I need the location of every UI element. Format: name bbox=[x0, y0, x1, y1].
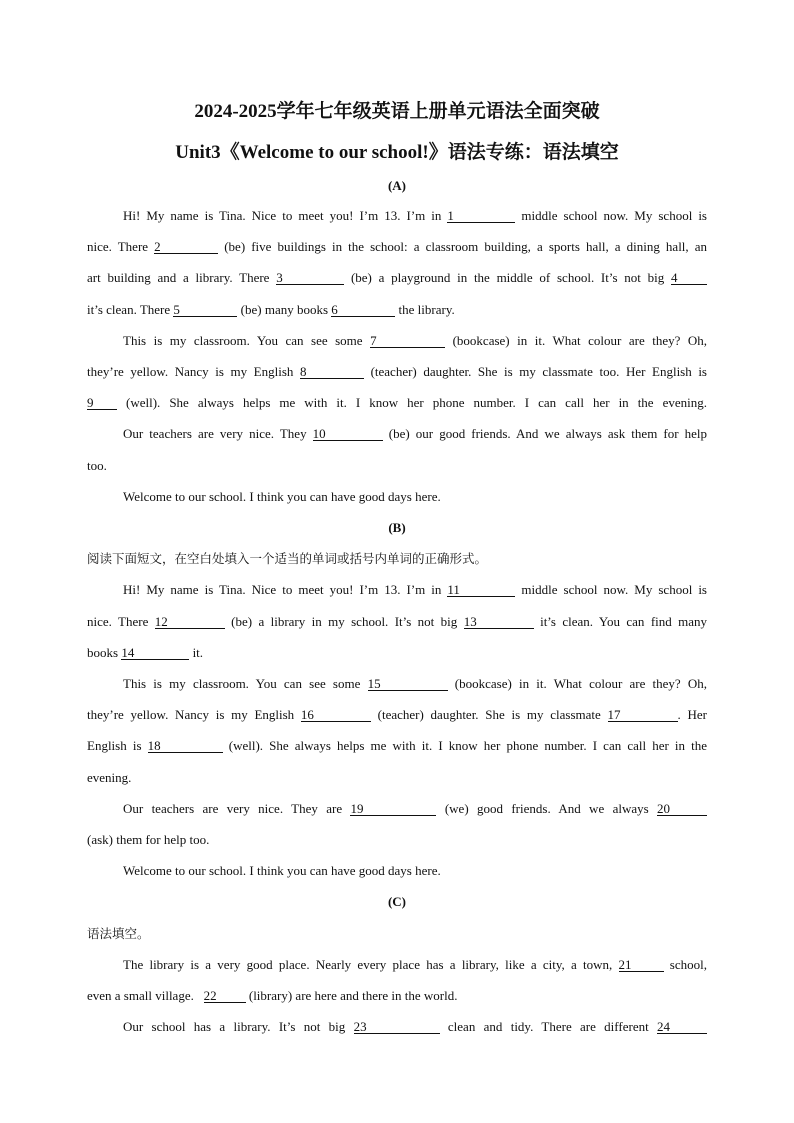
section-b-instructions: 阅读下面短文，在空白处填入一个适当的单词或括号内单词的正确形式。 bbox=[87, 551, 488, 566]
passage-b-line: This is my classroom. You can see some 15 (bookcase) in it. What colour are they? Oh, bbox=[123, 676, 708, 691]
passage-c-line: Our school has a library. It’s not big 23 clean and tidy. There are different 24 bbox=[123, 1019, 707, 1035]
answer-blank-18[interactable]: 18 bbox=[148, 739, 223, 753]
passage-b-line: books 14 it. bbox=[87, 645, 204, 660]
answer-blank-9[interactable]: 9 bbox=[87, 396, 117, 410]
answer-blank-6[interactable]: 6 bbox=[331, 303, 395, 317]
passage-a-line: Our teachers are very nice. They 10 (be) our good friends. And we always ask them for help bbox=[123, 426, 708, 441]
answer-blank-15[interactable]: 15 bbox=[368, 677, 448, 691]
passage-a-line: they’re yellow. Nancy is my English 8 (teacher) daughter. She is my classmate too. Her English is bbox=[87, 364, 707, 379]
answer-blank-17[interactable]: 17 bbox=[608, 708, 678, 722]
answer-blank-7[interactable]: 7 bbox=[370, 334, 445, 348]
worksheet-title: 2024-2025学年七年级英语上册单元语法全面突破 bbox=[194, 101, 600, 122]
passage-b-line: evening. bbox=[87, 770, 132, 785]
passage-b-line: Hi! My name is Tina. Nice to meet you! I’m 13. I’m in 11 middle school now. My school is bbox=[123, 582, 707, 597]
passage-b-line: Welcome to our school. I think you can have good days here. bbox=[123, 863, 441, 878]
answer-blank-16[interactable]: 16 bbox=[301, 708, 371, 722]
passage-a-line: Welcome to our school. I think you can have good days here. bbox=[123, 489, 441, 504]
answer-blank-14[interactable]: 14 bbox=[121, 646, 189, 660]
answer-blank-20[interactable]: 20 bbox=[657, 802, 707, 816]
answer-blank-11[interactable]: 11 bbox=[447, 583, 515, 597]
answer-blank-1[interactable]: 1 bbox=[447, 209, 515, 223]
answer-blank-2[interactable]: 2 bbox=[154, 240, 218, 254]
passage-a-line: it’s clean. There 5 (be) many books 6 the library. bbox=[87, 302, 455, 317]
passage-c-line: The library is a very good place. Nearly every place has a library, like a city, a town, 21 school, bbox=[123, 957, 707, 972]
passage-a-line: This is my classroom. You can see some 7 (bookcase) in it. What colour are they? Oh, bbox=[123, 333, 708, 348]
passage-a-line: nice. There 2 (be) five buildings in the school: a classroom building, a sports hall, a dining hall, an bbox=[87, 239, 708, 254]
passage-b-line: Our teachers are very nice. They are 19 (we) good friends. And we always 20 bbox=[123, 801, 707, 817]
passage-a-line: too. bbox=[87, 458, 107, 473]
passage-b-line: nice. There 12 (be) a library in my school. It’s not big 13 it’s clean. You can find many bbox=[87, 614, 708, 629]
answer-blank-13[interactable]: 13 bbox=[464, 615, 534, 629]
answer-blank-21[interactable]: 21 bbox=[619, 958, 664, 972]
passage-c-line: even a small village. 22 (library) are here and there in the world. bbox=[87, 988, 458, 1003]
answer-blank-12[interactable]: 12 bbox=[155, 615, 225, 629]
answer-blank-3[interactable]: 3 bbox=[276, 271, 344, 285]
answer-blank-19[interactable]: 19 bbox=[350, 802, 436, 816]
answer-blank-24[interactable]: 24 bbox=[657, 1020, 707, 1034]
passage-a-line: Hi! My name is Tina. Nice to meet you! I’m 13. I’m in 1 middle school now. My school is bbox=[123, 208, 707, 223]
passage-a-line: art building and a library. There 3 (be) a playground in the middle of school. It’s not big 4 bbox=[87, 270, 707, 286]
answer-blank-23[interactable]: 23 bbox=[354, 1020, 440, 1034]
section-c-heading: (C) bbox=[387, 894, 407, 909]
passage-b-line: they’re yellow. Nancy is my English 16 (teacher) daughter. She is my classmate 17 . Her bbox=[87, 707, 707, 722]
passage-b-line: English is 18 (well). She always helps me with it. I know her phone number. I can call her in the bbox=[87, 738, 708, 753]
passage-b-line: (ask) them for help too. bbox=[87, 832, 210, 847]
section-b-heading: (B) bbox=[388, 520, 406, 535]
worksheet-subtitle: Unit3《Welcome to our school!》语法专练：语法填空 bbox=[175, 142, 619, 163]
section-a-heading: (A) bbox=[387, 178, 407, 193]
passage-a-line: 9 (well). She always helps me with it. I know her phone number. I can call her in the evening. bbox=[87, 395, 707, 410]
answer-blank-4[interactable]: 4 bbox=[671, 271, 707, 285]
answer-blank-22[interactable]: 22 bbox=[204, 989, 246, 1003]
answer-blank-10[interactable]: 10 bbox=[313, 427, 383, 441]
section-c-instructions: 语法填空。 bbox=[87, 926, 150, 941]
answer-blank-8[interactable]: 8 bbox=[300, 365, 364, 379]
answer-blank-5[interactable]: 5 bbox=[173, 303, 237, 317]
